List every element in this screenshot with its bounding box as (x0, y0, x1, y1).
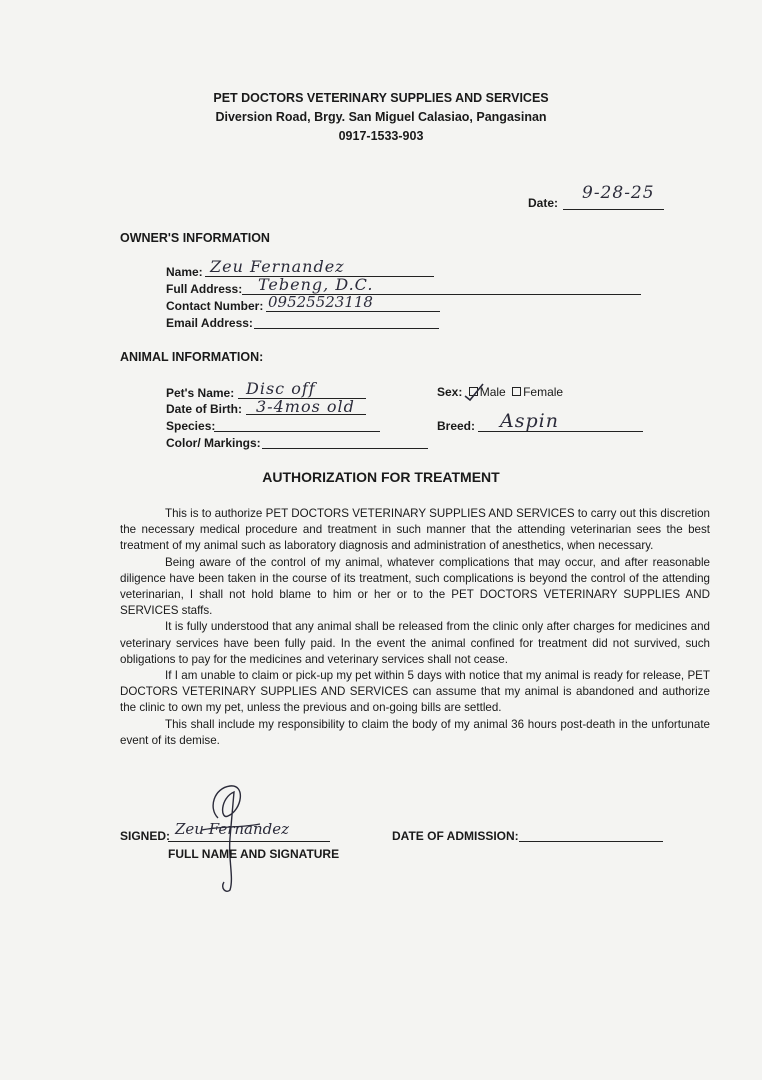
signed-label: SIGNED: (120, 829, 171, 843)
owner-name-value[interactable]: Zeu Fernandez (210, 257, 345, 276)
pet-name-label: Pet's Name: (166, 386, 235, 400)
dob-value[interactable]: 3-4mos old (256, 397, 355, 416)
owner-address-value[interactable]: Tebeng, D.C. (258, 275, 374, 294)
animal-info-heading: ANIMAL INFORMATION: (120, 350, 264, 364)
breed-label: Breed: (437, 419, 476, 433)
authorization-paragraph: This shall include my responsibility to claim the body of my animal 36 hours post-death in the unfortunate event of its demise. (120, 717, 710, 747)
dob-label: Date of Birth: (166, 402, 242, 416)
authorization-text (120, 506, 710, 749)
sex-label: Sex: (437, 385, 463, 399)
owner-info-heading: OWNER'S INFORMATION (120, 231, 270, 245)
admission-label: DATE OF ADMISSION: (392, 829, 519, 843)
breed-value[interactable]: Aspin (500, 410, 559, 432)
clinic-phone: 0917-1533-903 (338, 129, 424, 143)
signature-scribble-icon (190, 778, 270, 896)
clinic-address: Diversion Road, Brgy. San Miguel Calasiao, Pangasinan (215, 110, 547, 124)
pet-name-value[interactable]: Disc off (246, 379, 316, 398)
species-label: Species: (166, 419, 216, 433)
owner-address-label: Full Address: (166, 282, 243, 296)
owner-contact-line (266, 311, 440, 312)
clinic-header (0, 89, 762, 146)
male-check-mark-icon (463, 382, 485, 402)
sex-field (437, 385, 563, 399)
admission-line (519, 841, 663, 842)
sex-female-label: Female (523, 385, 564, 399)
species-line (214, 431, 380, 432)
authorization-paragraph: It is fully understood that any animal shall be released from the clinic only after charges for medicines and veterinary services have been fully paid. In the event the animal confined for treatment did not survived, such obligations to pay for the medicines and veterinary services shall not cease. (120, 620, 710, 666)
authorization-paragraph: If I am unable to claim or pick-up my pet within 5 days with notice that my animal is ready for release, PET DOCTORS VETERINARY SUPPLIES AND SERVICES can assume that my animal is abandoned and authorize the clinic to own my pet, unless the previous and on-going bills are settled. (120, 669, 710, 715)
authorization-paragraph: Being aware of the control of my animal, whatever complications that may occur, and after reasonable diligence have been taken in the course of its treatment, such complications is beyond the control of the attending veterinarian, I shall not hold blame to him or her or to the PET DOCTORS VETERINARY SUPPLIES AND SERVICES staffs. (120, 555, 710, 618)
signature-caption: FULL NAME AND SIGNATURE (168, 847, 340, 861)
owner-name-label: Name: (166, 265, 203, 279)
color-label: Color/ Markings: (166, 436, 261, 450)
date-label: Date: (528, 196, 559, 210)
signed-value[interactable]: Zeu Fernandez (175, 820, 290, 838)
owner-email-line (254, 328, 439, 329)
date-value[interactable]: 9-28-25 (582, 183, 655, 203)
owner-email-label: Email Address: (166, 316, 253, 330)
authorization-title: AUTHORIZATION FOR TREATMENT (262, 469, 500, 485)
clinic-name: PET DOCTORS VETERINARY SUPPLIES AND SERVICES (213, 91, 549, 105)
color-line (262, 448, 428, 449)
owner-contact-label: Contact Number: (166, 299, 264, 313)
authorization-paragraph: This is to authorize PET DOCTORS VETERINARY SUPPLIES AND SERVICES to carry out this discretion the necessary medical procedure and treatment in such manner that the attending veterinarian sees the best treatment of my animal such as laboratory diagnosis and administration of anesthetics, when necessary. (120, 507, 710, 553)
sex-female-checkbox[interactable] (512, 387, 521, 396)
sex-male-label: Male (479, 385, 506, 399)
owner-contact-value[interactable]: 09525523118 (268, 293, 373, 311)
date-line (563, 209, 664, 210)
